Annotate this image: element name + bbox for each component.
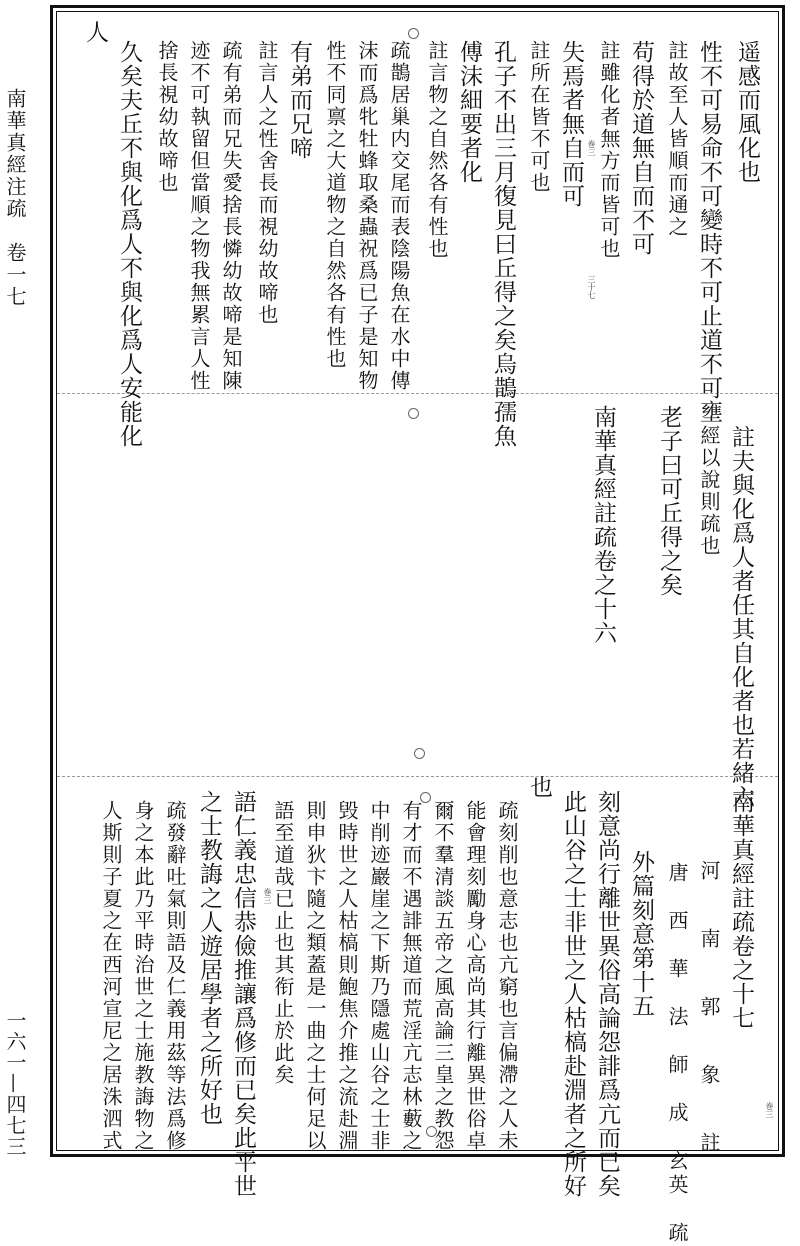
commentary-column: 沫而爲牝牡蜂取桑蟲祝爲已子是知物: [355, 40, 379, 392]
margin-page-number: 一六一—四七三: [3, 1010, 27, 1157]
text-column: 老子曰可丘得之矣: [656, 405, 682, 597]
text-column: 性不可易命不可變時不可止道不可壅: [696, 40, 722, 424]
commentary-column: 註故至人皆順而通之: [665, 40, 689, 238]
text-column: 語仁義忠信恭儉推讓爲修而已矣此平世: [230, 790, 256, 1198]
commentary-column: 能會理刻勵身心高尚其行離異世俗卓: [463, 800, 487, 1152]
small-mark: 巻三: [587, 140, 596, 156]
text-column: 苟得於道無自而不可: [628, 40, 654, 256]
commentary-column: 則申狄卞隨之類蓋是一曲之士何足以: [303, 800, 327, 1152]
section-divider-2: [57, 776, 778, 777]
commentary-column: 語至道哉已止也其衔止於此矣: [271, 800, 295, 1086]
commentary-column: 註雖化者無方而皆可也: [597, 40, 621, 260]
text-column: 註夫與化爲人者任其自化者也若緒六: [728, 425, 754, 809]
commentary-column: 註言物之自然各有性也: [425, 40, 449, 260]
commentator-line: 唐 西 華 法 師 成 玄英 疏: [665, 862, 689, 1246]
text-column: 之士教誨之人遊居學者之所好也: [196, 790, 222, 1126]
commentary-column: 性不同禀之大道物之自然各有性也: [323, 40, 347, 370]
margin-title: 南華真經注疏 卷一七: [3, 88, 27, 308]
commentary-column: 爾不羣清談五帝之風高論三皇之教怨: [431, 800, 455, 1152]
binding-hole-2: [408, 408, 419, 419]
text-column: 傅沫細要者化: [456, 40, 482, 184]
text-column: 有弟而兄啼: [286, 40, 312, 160]
commentary-column: 身之本此乃平時治世之士施教誨物之: [131, 800, 155, 1152]
text-column: 孔子不出三月復見曰丘得之矣烏鵲孺魚: [490, 40, 516, 448]
text-column: 刻意尚行離世異俗高論怨誹爲亢而已矣: [594, 790, 620, 1198]
binding-hole-1: [408, 28, 419, 39]
text-column: 遥感而風化也: [734, 40, 760, 184]
commentary-column: 疏鵲居巢内交尾而表陰陽魚在水中傳: [387, 40, 411, 392]
commentary-column: 人斯則子夏之在西河宣尼之居洙泗式: [99, 800, 123, 1152]
small-mark: 三十七: [587, 275, 596, 299]
commentary-column: 中削迹巖崖之下斯乃隱處山谷之士非: [367, 800, 391, 1152]
text-column: 此山谷之士非世之人枯槁赴淵者之所好: [560, 790, 586, 1198]
commentary-column: 註所在皆不可也: [527, 40, 551, 194]
text-column: 也: [526, 775, 552, 799]
commentary-column: 疏刻削也意志也亢窮也言偏滯之人未: [495, 800, 519, 1152]
binding-hole-3: [414, 748, 425, 759]
small-mark: 巻三: [765, 1102, 774, 1118]
chapter-title: 外篇刻意第十五: [628, 850, 654, 1018]
commentary-column: 捨長視幼故啼也: [155, 40, 179, 194]
section-divider-1: [57, 393, 778, 394]
text-column: 久矣夫丘不與化爲人不與化爲人安能化: [116, 40, 142, 448]
commentary-column: 疏發辭吐氣則語及仁義用茲等法爲修: [163, 800, 187, 1152]
small-mark: 巻三: [263, 888, 272, 904]
author-line: 河 南 郭 象 註: [697, 860, 721, 1166]
volume-title: 南華真經註疏卷之十七: [728, 790, 754, 1030]
text-column: 失焉者無自而可: [558, 40, 584, 208]
text-column: 人: [82, 20, 108, 44]
commentary-column: 註言人之性舍長而視幼故啼也: [255, 40, 279, 326]
commentary-column: 疏有弟而兄失愛捨長憐幼故啼是知陳: [219, 40, 243, 392]
commentary-column: 迹不可執留但當順之物我無累言人性: [187, 40, 211, 392]
commentary-column: 毁時世之人枯槁則鮑焦介推之流赴淵: [335, 800, 359, 1152]
commentary-column: 經以說則疏也: [697, 425, 721, 557]
volume-end-title: 南華真經註疏卷之十六: [590, 405, 616, 645]
commentary-column: 有才而不遇誹無道而荒淫亢志林藪之: [399, 800, 423, 1152]
